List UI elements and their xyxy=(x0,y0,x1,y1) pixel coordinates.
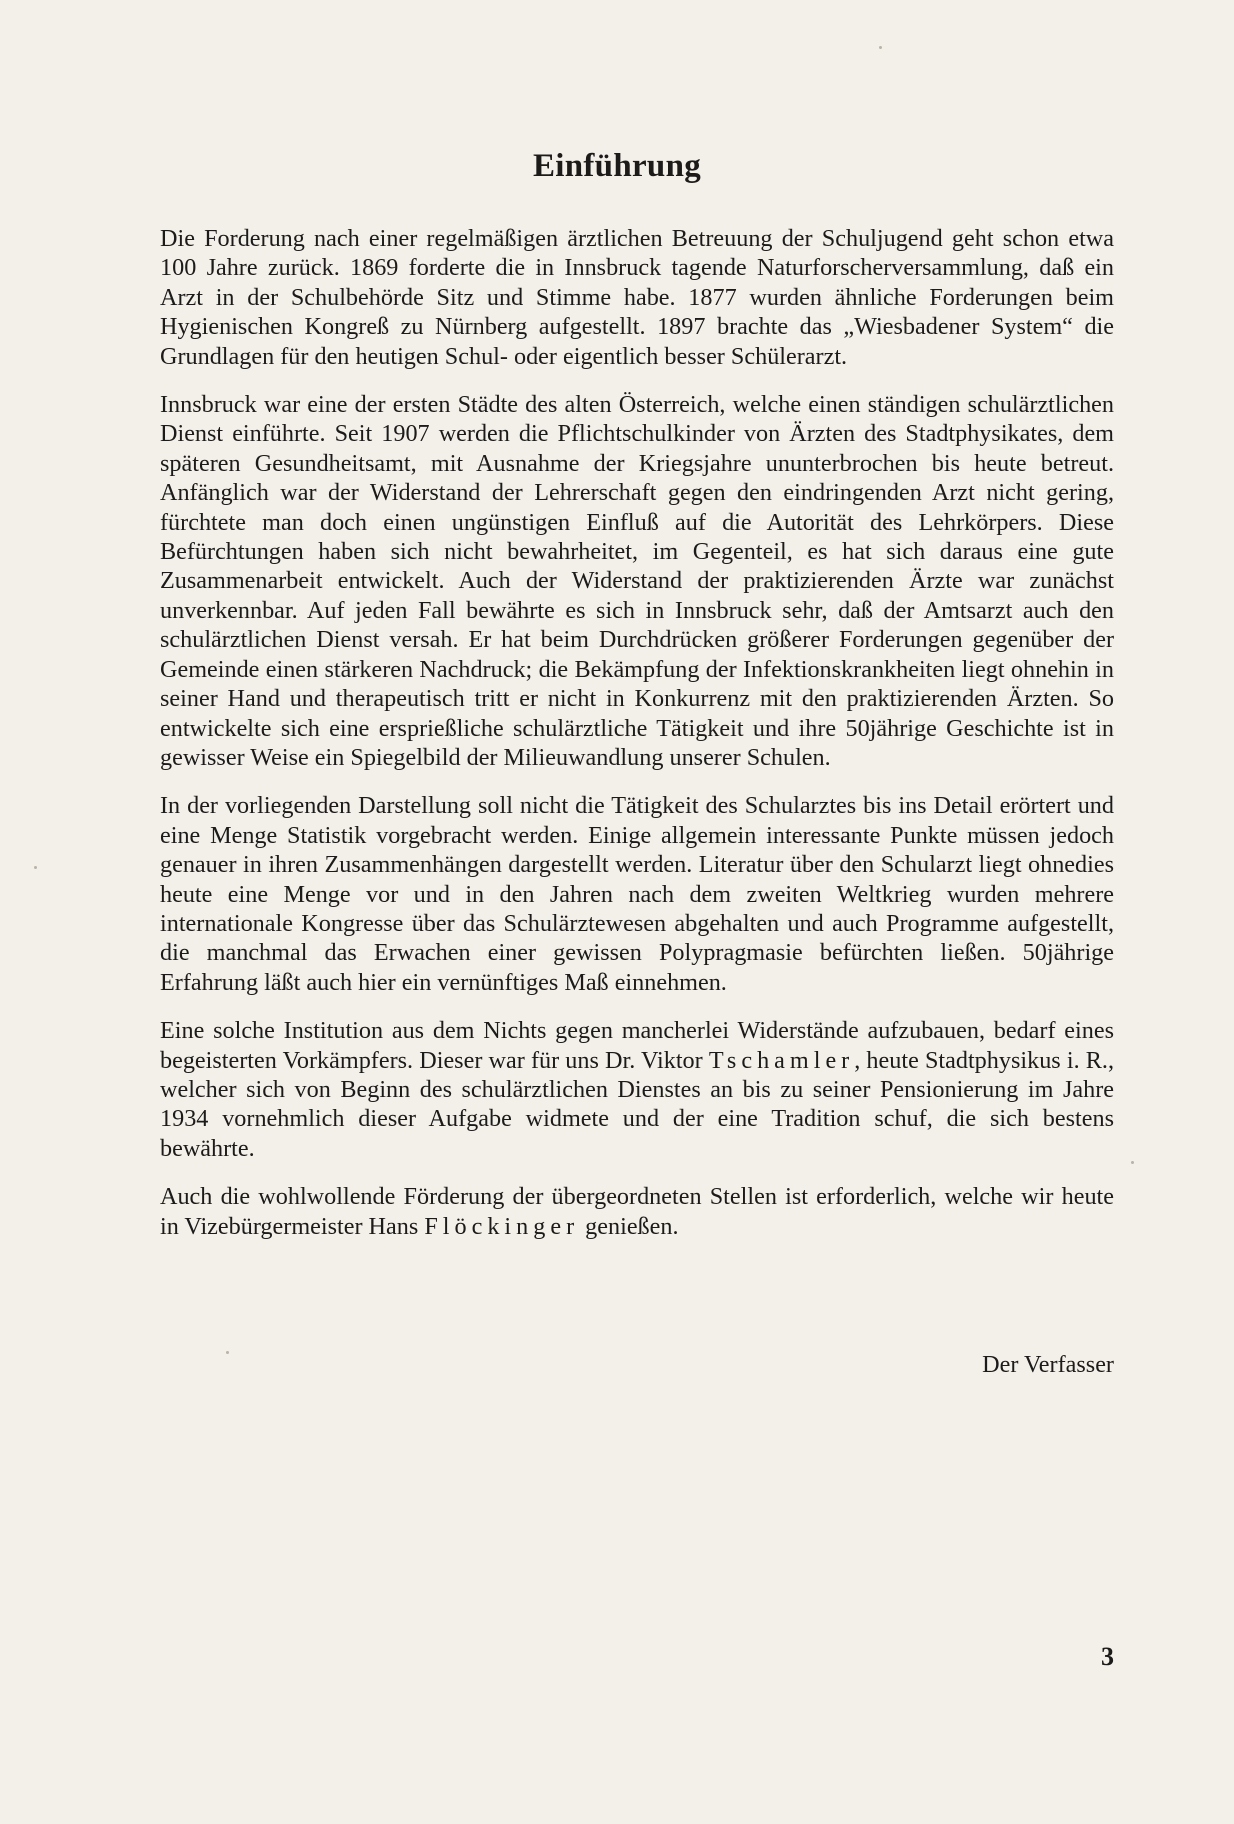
spaced-name: Flöckinger xyxy=(424,1212,580,1240)
author-signature: Der Verfasser xyxy=(982,1351,1114,1378)
paper-speck xyxy=(34,866,37,869)
paragraph xyxy=(160,224,1114,371)
body-text xyxy=(160,224,1114,1260)
text-run: Die Forderung nach einer regelmäßigen ärztlichen Betreuung der Schuljugend geht schon etwa 100 Jahre zurück. 1869 forderte die in Innsbruck tagende Naturforscherversammlung, daß ein Arzt in der Schulbehörde Sitz und Stimme habe. 1877 wurden ähnliche Forderungen beim Hygienischen Kongreß zu Nürnberg aufgestellt. 1897 brachte das „Wiesbadener System“ die Grundlagen für den heutigen Schul- oder eigentlich besser Schülerarzt. xyxy=(160,225,1114,370)
paragraph xyxy=(160,791,1114,997)
text-run: Auch die wohlwollende Förderung der übergeordneten Stellen ist erforderlich, welche wir heute in Vizebürgermeister Hans xyxy=(160,1183,1114,1240)
paragraph xyxy=(160,390,1114,772)
paper-speck xyxy=(226,1351,229,1354)
text-run: Innsbruck war eine der ersten Städte des alten Österreich, welche einen ständigen schulärztlichen Dienst einführte. Seit 1907 werden die Pflichtschulkinder von Ärzten des Stadtphysikates, dem späteren Gesundheitsamt, mit Ausnahme der Kriegsjahre ununterbrochen bis heute betreut. Anfänglich war der Widerstand der Lehrerschaft gegen den eindringenden Arzt nicht gering, fürchtete man doch einen ungünstigen Einfluß auf die Autorität des Lehrkörpers. Diese Befürchtungen haben sich nicht bewahrheitet, im Gegenteil, es hat sich daraus eine gute Zusammenarbeit entwickelt. Auch der Widerstand der praktizierenden Ärzte war zunächst unverkennbar. Auf jeden Fall bewährte es sich in Innsbruck sehr, daß der Amtsarzt auch den schulärztlichen Dienst versah. Er hat beim Durchdrücken größerer Forderungen gegenüber der Gemeinde einen stärkeren Nachdruck; die Bekämpfung der Infektionskrankheiten liegt ohnehin in seiner Hand und therapeutisch tritt er nicht in Konkurrenz mit den praktizierenden Ärzten. So entwickelte sich eine ersprießliche schulärztliche Tätigkeit und ihre 50jährige Geschichte ist in gewisser Weise ein Spiegelbild der Milieuwandlung unserer Schulen. xyxy=(160,391,1114,771)
paper-speck xyxy=(1131,1161,1134,1164)
paragraph xyxy=(160,1016,1114,1163)
spaced-name: Tschamler xyxy=(708,1046,855,1074)
text-run: , heute Stadtphysikus i. R., welcher sich von Beginn des schulärztlichen Dienstes an bis zu seiner Pensionierung im Jahre 1934 vornehmlich dieser Aufgabe widmete und der eine Tradition schuf, die sich bestens bewährte. xyxy=(160,1046,1114,1162)
text-run: Eine solche Institution aus dem Nichts gegen mancherlei Widerstände aufzubauen, bedarf eines begeisterten Vorkämpfers. Dieser war für uns Dr. Viktor xyxy=(160,1017,1114,1074)
text-run: In der vorliegenden Darstellung soll nicht die Tätigkeit des Schularztes bis ins Detail erörtert und eine Menge Statistik vorgebracht werden. Einige allgemein interessante Punkte müssen jedoch genauer in ihren Zusammenhängen dargestellt werden. Literatur über den Schularzt liegt ohnedies heute eine Menge vor und in den Jahren nach dem zweiten Weltkrieg wurden mehrere internationale Kongresse über das Schulärztewesen abgehalten und auch Programme aufgestellt, die manchmal das Erwachen einer gewissen Polypragmasie befürchten ließen. 50jährige Erfahrung läßt auch hier ein vernünftiges Maß einnehmen. xyxy=(160,792,1114,996)
paragraph xyxy=(160,1182,1114,1241)
page-number: 3 xyxy=(1101,1642,1114,1671)
text-run: genießen. xyxy=(579,1212,679,1240)
page-title: Einführung xyxy=(532,148,702,184)
paper-speck xyxy=(879,46,882,49)
